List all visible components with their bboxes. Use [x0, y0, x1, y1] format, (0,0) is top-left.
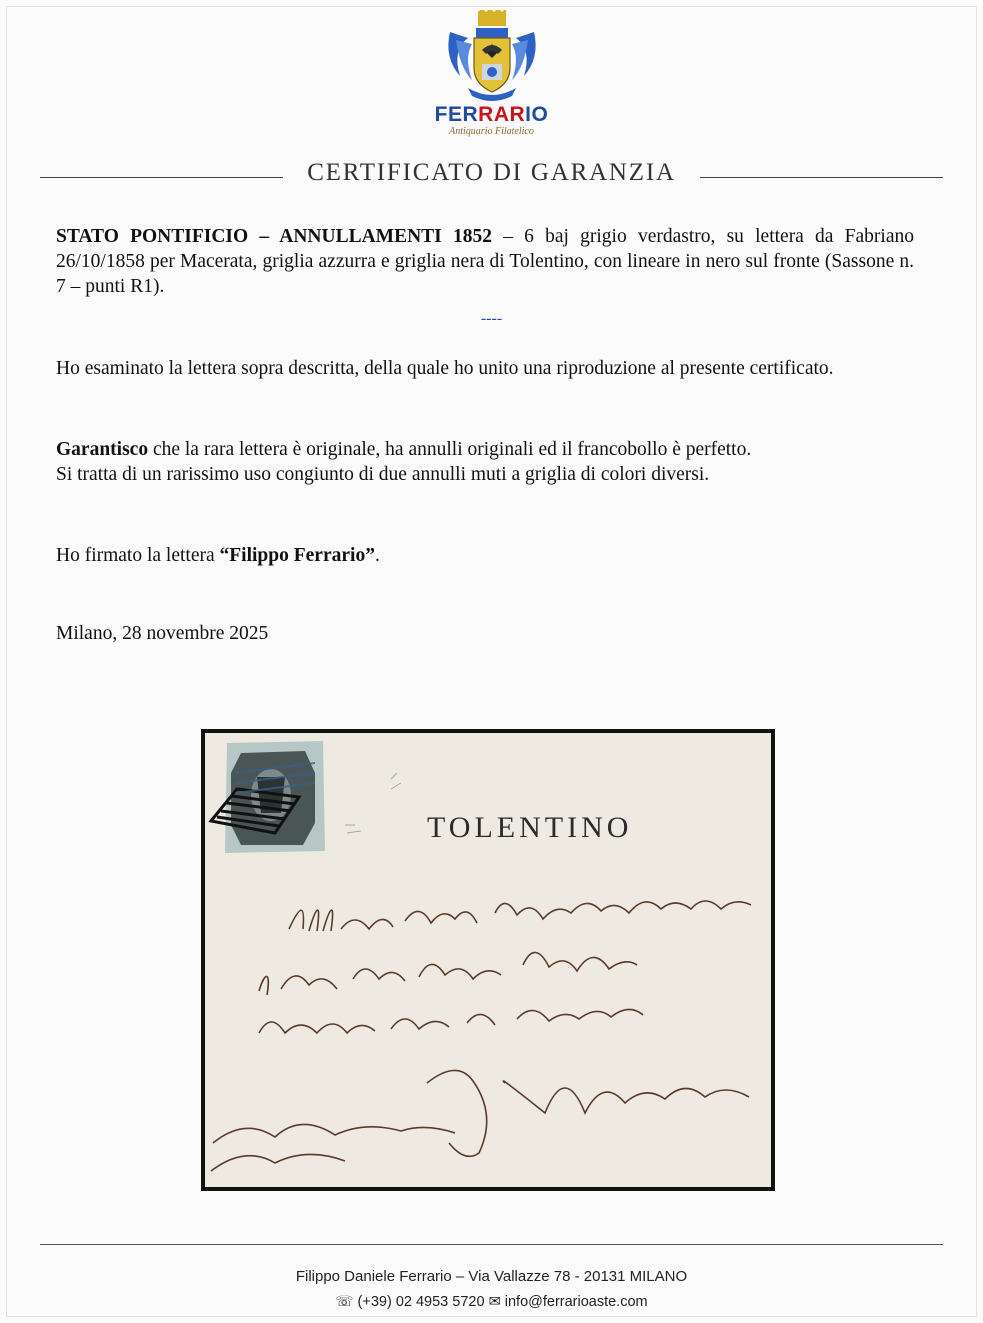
- heading-row: [40, 156, 943, 190]
- footer-address: [0, 1268, 983, 1285]
- footer-email[interactable]: info@ferrarioaste.com: [504, 1294, 648, 1310]
- description-lead: STATO PONTIFICIO – ANNULLAMENTI 1852: [56, 226, 492, 247]
- guarantee-lead: Garantisco: [56, 439, 149, 460]
- certificate-title: CERTIFICATO DI GARANZIA: [307, 159, 676, 186]
- mail-icon: ✉: [488, 1294, 501, 1310]
- brand-tagline: Antiquario Filatelico: [449, 126, 534, 137]
- guarantee-line1: che la rara lettera è originale, ha annulli originali ed il francobollo è perfetto.: [148, 439, 752, 460]
- guarantee-line2: Si tratta di un rarissimo uso congiunto di due annulli muti a griglia di colori diversi.: [56, 464, 710, 485]
- pencil-marks: [345, 773, 401, 833]
- examination-paragraph: Ho esaminato la lettera sopra descritta, della quale ho unito una riproduzione al presente certificato.: [56, 358, 834, 379]
- letter-drawing: [205, 733, 771, 1187]
- letter-image: [201, 729, 775, 1191]
- footer-contacts: [0, 1294, 983, 1310]
- guarantee-paragraph: [56, 437, 914, 487]
- separator: ----: [480, 310, 503, 327]
- papal-stamp-icon: [211, 741, 325, 853]
- heading-rule-right: [700, 177, 943, 178]
- footer-name: Filippo Daniele Ferrario: [295, 1268, 452, 1285]
- footer-rule: [40, 1244, 943, 1245]
- footer-phone: (+39) 02 4953 5720: [357, 1294, 485, 1310]
- postmark-tolentino: TOLENTINO: [427, 811, 633, 844]
- heading-rule-left: [40, 177, 283, 178]
- footer-street: – Via Vallazze 78 - 20131 MILANO: [451, 1268, 688, 1285]
- signature-name: “Filippo Ferrario”: [219, 545, 375, 566]
- signature-note: Ho firmato la lettera “Filippo Ferrario”.: [56, 545, 380, 566]
- phone-icon: ☏: [335, 1294, 354, 1310]
- place-date: Milano, 28 novembre 2025: [56, 623, 269, 644]
- brand-name: FERRARIO: [434, 103, 549, 126]
- item-description: [56, 224, 914, 299]
- description-text: – 6 baj grigio verdastro, su lettera da Fabriano 26/10/1858 per Macerata, griglia azzurra e griglia nera di Tolentino, con lineare in nero sul fronte (Sassone n. 7 – punti R1).: [56, 226, 914, 297]
- handwritten-address: [211, 901, 751, 1171]
- heraldic-crest-icon: [442, 10, 542, 102]
- logo: [0, 10, 983, 138]
